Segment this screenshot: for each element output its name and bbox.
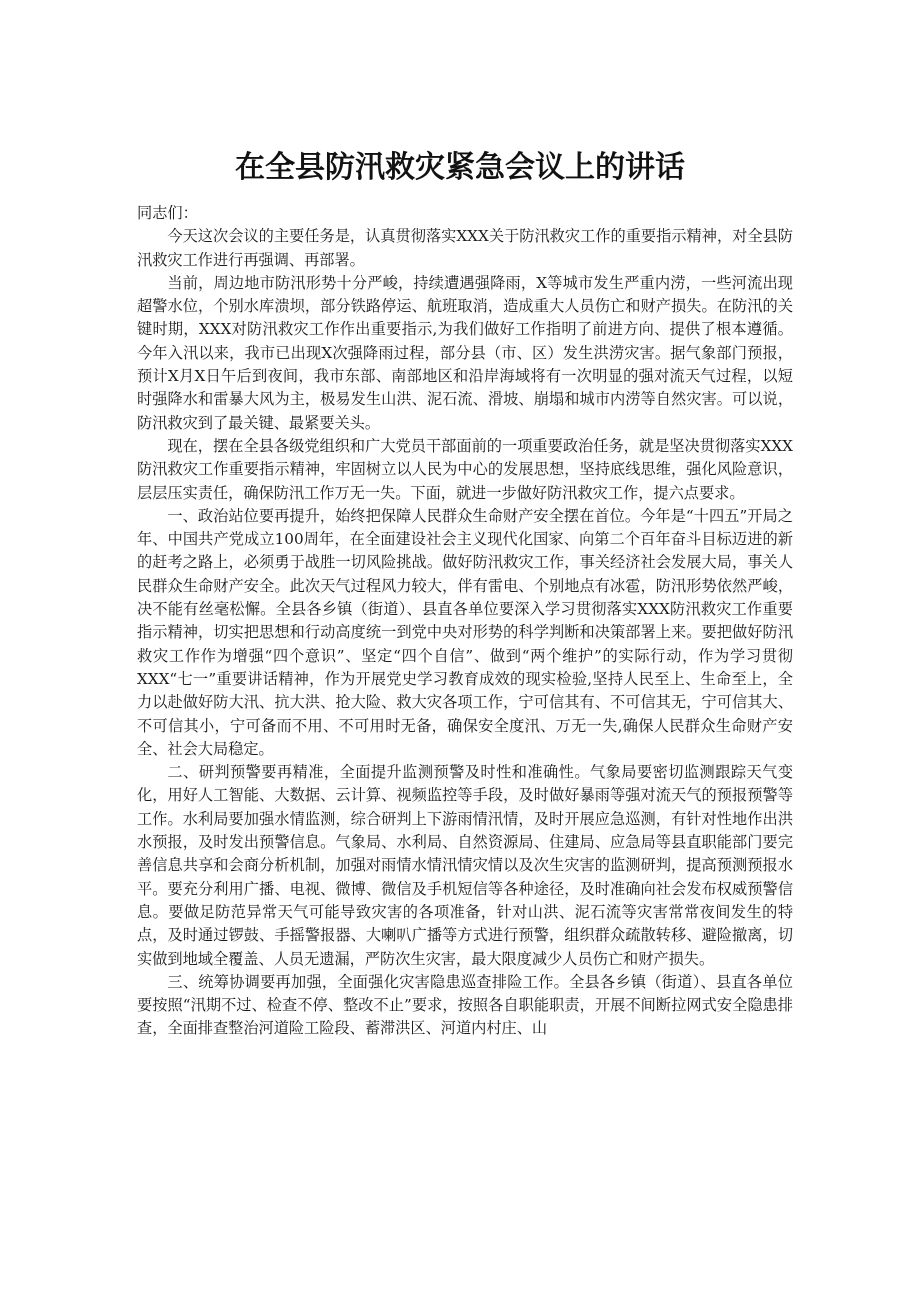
paragraph-intro: 今天这次会议的主要任务是，认真贯彻落实XXX关于防汛救灾工作的重要指示精神，对全县防汛救灾工作进行再强调、再部署。 <box>137 227 793 269</box>
document-body <box>137 202 793 1041</box>
paragraph-situation: 当前，周边地市防汛形势十分严峻，持续遭遇强降雨，X等城市发生严重内涝，一些河流出现超警水位，个别水库溃坝，部分铁路停运、航班取消，造成重大人员伤亡和财产损失。在防汛的关键时期，XXX对防汛救灾工作作出重要指示,为我们做好工作指明了前进方向、提供了根本遵循。今年入汛以来，我市已出现X次强降雨过程，部分县（市、区）发生洪涝灾害。据气象部门预报，预计X月X日午后到夜间，我市东部、南部地区和沿岸海域将有一次明显的强对流天气过程，以短时强降水和雷暴大风为主，极易发生山洪、泥石流、滑坡、崩塌和城市内涝等自然灾害。可以说，防汛救灾到了最关键、最紧要关头。 <box>137 273 793 432</box>
paragraph-point-3: 三、统筹协调要再加强，全面强化灾害隐患巡查排险工作。全县各乡镇（街道）、县直各单位要按照“汛期不过、检查不停、整改不止”要求，按照各自职能职责，开展不间断拉网式安全隐患排查，全面排查整治河道险工险段、蓄滞洪区、河道内村庄、山 <box>137 972 793 1038</box>
paragraph-point-2: 二、研判预警要再精准，全面提升监测预警及时性和准确性。气象局要密切监测跟踪天气变化，用好人工智能、大数据、云计算、视频监控等手段，及时做好暴雨等强对流天气的预报预警等工作。水利局要加强水情监测，综合研判上下游雨情汛情，及时开展应急巡测，有针对性地作出洪水预报，及时发出预警信息。气象局、水利局、自然资源局、住建局、应急局等县直职能部门要完善信息共享和会商分析机制，加强对雨情水情汛情灾情以及次生灾害的监测研判，提高预测预报水平。要充分利用广播、电视、微博、微信及手机短信等各种途径，及时准确向社会发布权威预警信息。要做足防范异常天气可能导致灾害的各项准备，针对山洪、泥石流等灾害常常夜间发生的特点，及时通过锣鼓、手摇警报器、大喇叭广播等方式进行预警，组织群众疏散转移、避险撤离，切实做到地域全覆盖、人员无遗漏，严防次生灾害，最大限度减少人员伤亡和财产损失。 <box>137 763 793 968</box>
paragraph-point-1: 一、政治站位要再提升，始终把保障人民群众生命财产安全摆在首位。今年是“十四五”开局之年、中国共产党成立100周年，在全面建设社会主义现代化国家、向第二个百年奋斗目标迈进的新的赶考之路上，必须勇于战胜一切风险挑战。做好防汛救灾工作，事关经济社会发展大局，事关人民群众生命财产安全。此次天气过程风力较大，伴有雷电、个别地点有冰雹，防汛形势依然严峻，决不能有丝毫松懈。全县各乡镇（街道）、县直各单位要深入学习贯彻落实XXX防汛救灾工作重要指示精神，切实把思想和行动高度统一到党中央对形势的科学判断和决策部署上来。要把做好防汛救灾工作作为增强“四个意识”、坚定“四个自信”、做到“两个维护”的实际行动，作为学习贯彻XXX“七一”重要讲话精神，作为开展党史学习教育成效的现实检验,坚持人民至上、生命至上，全力以赴做好防大汛、抗大洪、抢大险、救大灾各项工作，宁可信其有、不可信其无，宁可信其大、不可信其小，宁可备而不用、不可用时无备，确保安全度汛、万无一失,确保人民群众生命财产安全、社会大局稳定。 <box>137 506 793 758</box>
paragraph-task: 现在，摆在全县各级党组织和广大党员干部面前的一项重要政治任务，就是坚决贯彻落实XXX防汛救灾工作重要指示精神，牢固树立以人民为中心的发展思想，坚持底线思维，强化风险意识，层层压实责任，确保防汛工作万无一失。下面，就进一步做好防汛救灾工作，提六点要求。 <box>137 436 793 502</box>
document-title: 在全县防汛救灾紧急会议上的讲话 <box>235 150 685 185</box>
salutation: 同志们： <box>137 204 198 222</box>
